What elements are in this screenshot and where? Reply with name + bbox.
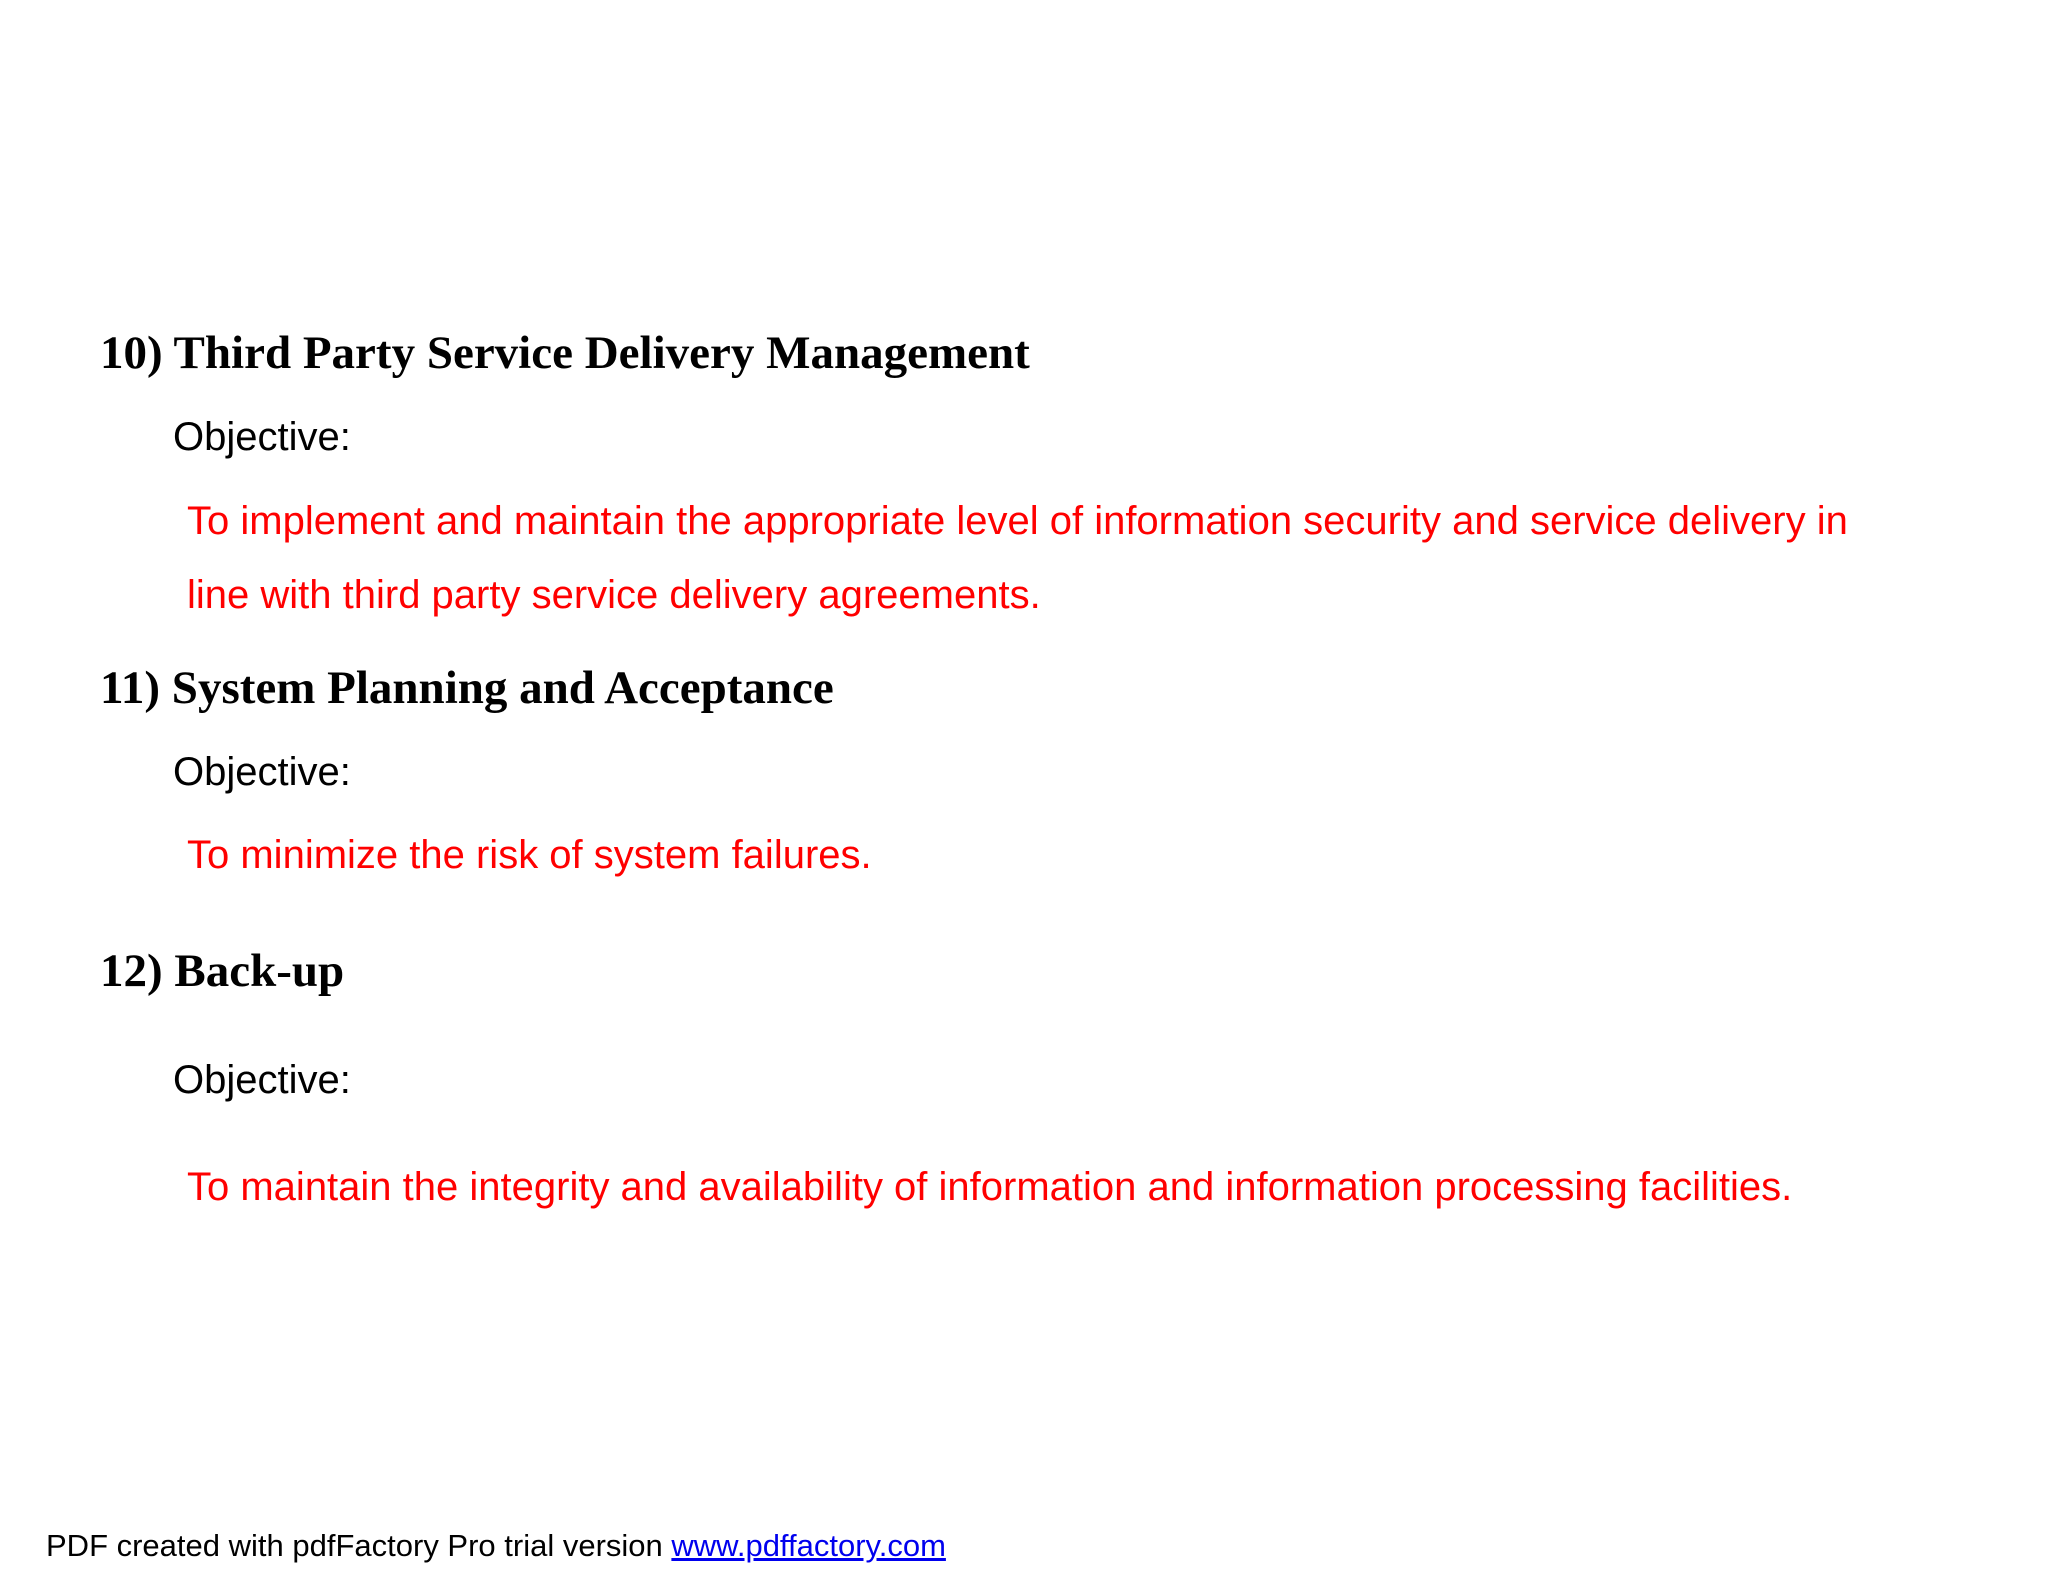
- footer-text: PDF created with pdfFactory Pro trial version: [46, 1528, 672, 1563]
- objective-text-10: [187, 484, 1977, 632]
- pdffactory-link[interactable]: www.pdffactory.com: [671, 1528, 946, 1563]
- section-heading-12: 12) Back-up: [100, 945, 345, 997]
- section-heading-10: 10) Third Party Service Delivery Management: [100, 327, 1030, 379]
- section-heading-11: 11) System Planning and Acceptance: [100, 662, 834, 714]
- objective-text-12: [187, 1150, 1977, 1224]
- objective-line: line with third party service delivery agreements.: [187, 573, 1041, 617]
- pdf-footer: [46, 1530, 946, 1561]
- objective-line: To implement and maintain the appropriate level of information security and service delivery in: [187, 499, 1848, 543]
- objective-label-11: Objective:: [173, 750, 351, 794]
- objective-line: To maintain the integrity and availability of information and information processing facilities.: [187, 1165, 1793, 1209]
- objective-text-11: [187, 818, 1977, 892]
- objective-label-12: Objective:: [173, 1058, 351, 1102]
- objective-line: To minimize the risk of system failures.: [187, 833, 872, 877]
- objective-label-10: Objective:: [173, 415, 351, 459]
